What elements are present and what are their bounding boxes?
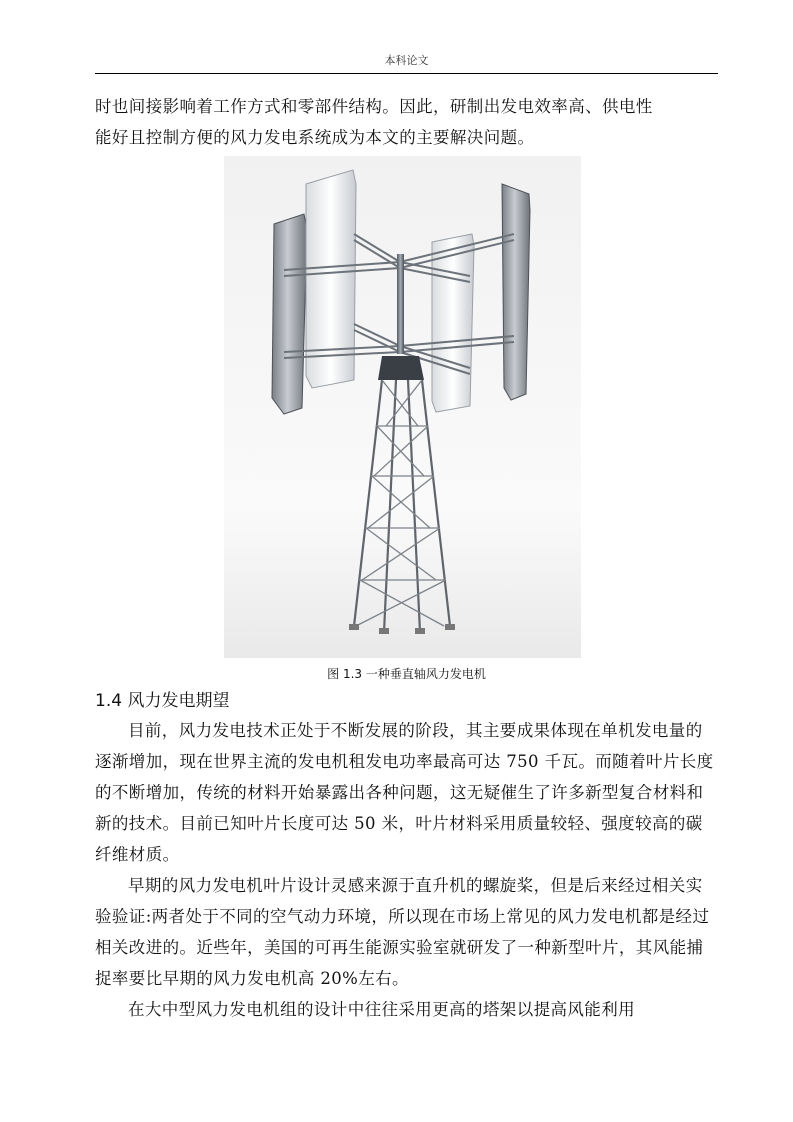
intro-text: [95, 91, 718, 153]
section-heading: 1.4 风力发电期望: [95, 691, 230, 711]
intro-line-1: 时也间接影响着工作方式和零部件结构。因此，研制出发电效率高、供电性: [95, 97, 653, 116]
figure-caption: 图 1.3 一种垂直轴风力发电机: [327, 667, 486, 681]
vertical-axis-wind-turbine-image: [224, 156, 581, 658]
wind-turbine-figure: [224, 156, 581, 658]
paragraph-2: 早期的风力发电机叶片设计灵感来源于直升机的螺旋桨，但是后来经过相关实验验证:两者处于不同的空气动力环境，所以现在市场上常见的风力发电机都是经过相关改进的。近些年，美国的可再生能源实验室就研发了一种新型叶片，其风能捕捉率要比早期的风力发电机高 20%左右。: [95, 876, 710, 988]
paragraph-1: 目前，风力发电技术正处于不断发展的阶段，其主要成果体现在单机发电量的逐渐增加，现在世界主流的发电机租发电功率最高可达 750 千瓦。而随着叶片长度的不断增加，传统的材料开始暴露出各种问题，这无疑催生了许多新型复合材料和新的技术。目前已知叶片长度可达 50 米，叶片材料采用质量较轻、强度较高的碳纤维材质。: [95, 721, 714, 864]
header-divider: [95, 73, 718, 74]
page-header: 本科论文: [384, 54, 429, 67]
section-body: [95, 715, 718, 1025]
paragraph-3: 在大中型风力发电机组的设计中往往采用更高的塔架以提高风能利用: [128, 1000, 635, 1019]
intro-line-2: 能好且控制方便的风力发电系统成为本文的主要解决问题。: [95, 128, 535, 147]
